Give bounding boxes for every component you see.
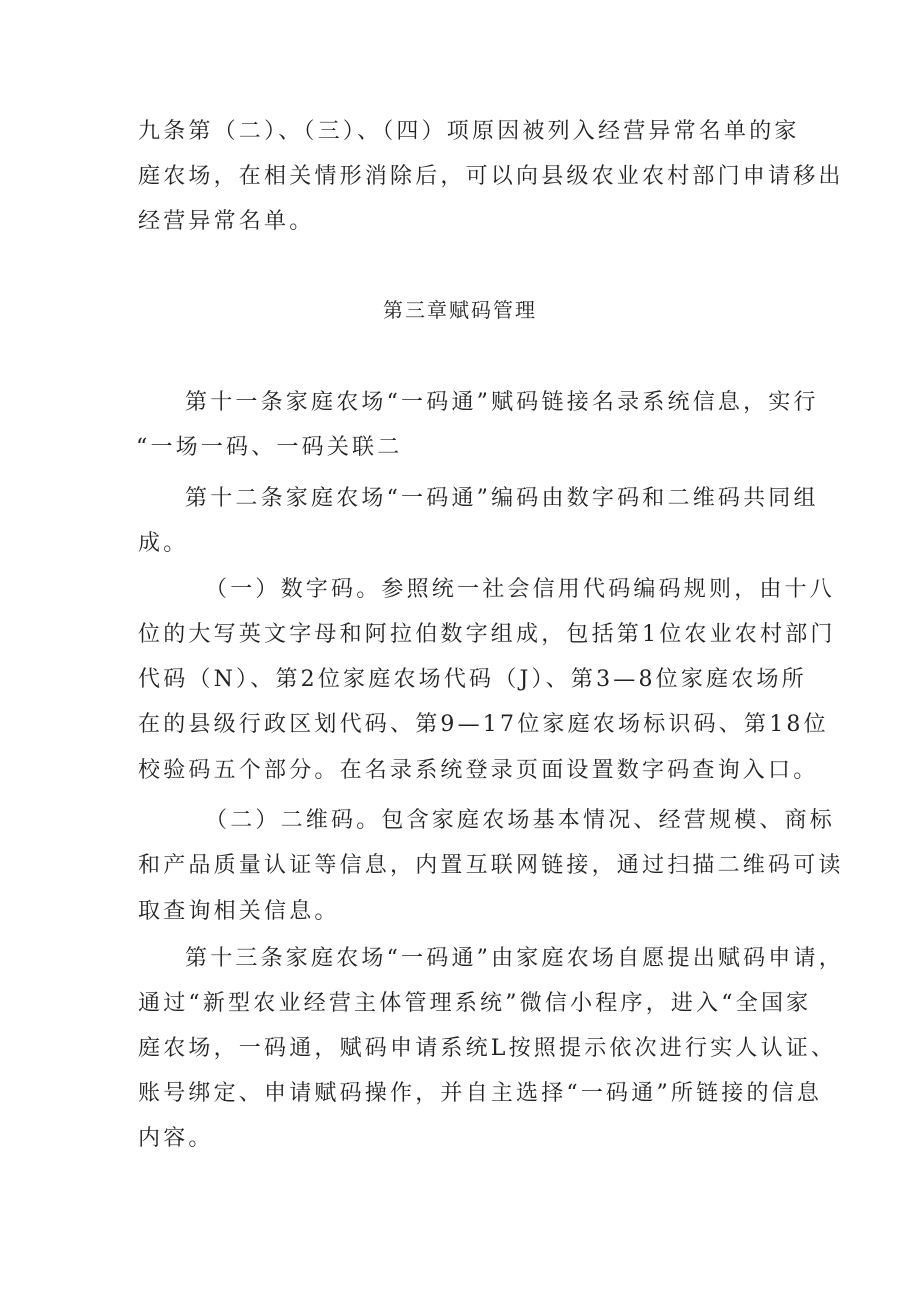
article-13-line: 通过“新型农业经营主体管理系统”微信小程序，进入“全国家 bbox=[138, 991, 812, 1016]
article-13-line: 庭农场，一码通，赋码申请系统L按照提示依次进行实人认证、 bbox=[138, 1036, 837, 1061]
item-1-line: 位的大写英文字母和阿拉伯数字组成，包括第1位农业农村部门 bbox=[138, 622, 836, 647]
item-1-line: 代码（N）、第2位家庭农场代码（J）、第3—8位家庭农场所 bbox=[138, 667, 807, 692]
paragraph-line: 经营异常名单。 bbox=[138, 209, 315, 234]
paragraph-line: 庭农场，在相关情形消除后，可以向县级农业农村部门申请移出 bbox=[138, 164, 844, 189]
article-11-line: “一场一码、一码关联二 bbox=[136, 435, 403, 460]
chapter-heading: 第三章赋码管理 bbox=[383, 298, 537, 322]
article-11-line: 第十一条家庭农场“一码通”赋码链接名录系统信息，实行 bbox=[185, 390, 819, 415]
item-2-line: 取查询相关信息。 bbox=[138, 899, 340, 924]
article-12-line: 成。 bbox=[138, 531, 189, 556]
item-2-line: 和产品质量认证等信息，内置互联网链接，通过扫描二维码可读 bbox=[138, 853, 844, 878]
article-13-line: 第十三条家庭农场“一码通”由家庭农场自愿提出赋码申请， bbox=[185, 946, 844, 971]
item-1-line: 校验码五个部分。在名录系统登录页面设置数字码查询入口。 bbox=[138, 758, 819, 783]
paragraph-line: 九条第（二）、（三）、（四）项原因被列入经营异常名单的家 bbox=[138, 119, 800, 144]
item-1-line: （一）数字码。参照统一社会信用代码编码规则，由十八 bbox=[205, 577, 836, 602]
article-13-line: 内容。 bbox=[138, 1126, 214, 1151]
item-2-line: （二）二维码。包含家庭农场基本情况、经营规模、商标 bbox=[205, 808, 836, 833]
article-12-line: 第十二条家庭农场“一码通”编码由数字码和二维码共同组 bbox=[185, 486, 819, 511]
article-13-line: 账号绑定、申请赋码操作，并自主选择“一码通”所链接的信息 bbox=[138, 1081, 823, 1106]
item-1-line: 在的县级行政区划代码、第9—17位家庭农场标识码、第18位 bbox=[138, 712, 829, 737]
